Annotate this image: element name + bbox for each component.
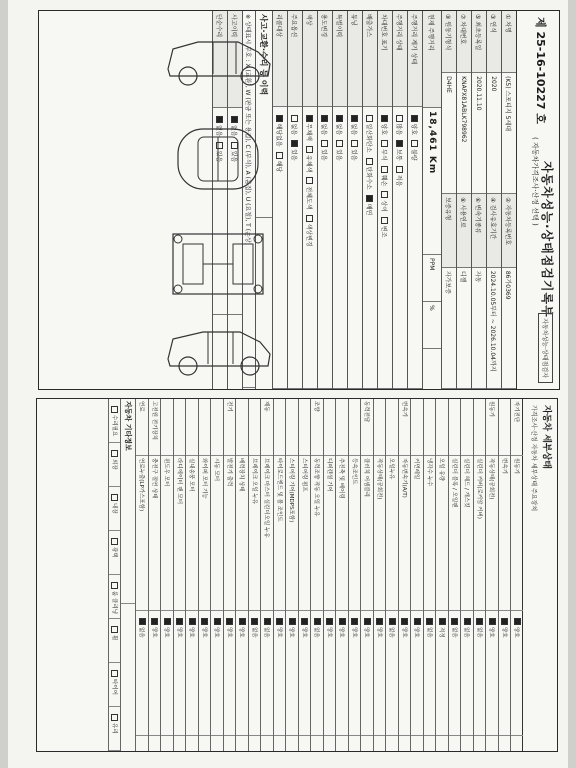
table-row: ⑤ 최초등록일 2020.11.10 ⑥ 변속기종류 자동 (471, 11, 486, 389)
checkbox[interactable] (292, 115, 299, 122)
table-row: 조향 동력조향 작동 오일 누유 없음 (311, 399, 324, 751)
table-row: 추진축 및 베어링 양호 (336, 399, 349, 751)
checkbox[interactable] (307, 115, 314, 122)
checkbox[interactable] (214, 618, 221, 625)
checkbox[interactable] (314, 618, 321, 625)
checkbox-label: 부식 (380, 149, 388, 161)
checkbox[interactable] (111, 714, 118, 721)
ppm-label: PPM (423, 255, 441, 302)
checkbox[interactable] (439, 618, 446, 625)
checkbox[interactable] (397, 166, 404, 173)
checkbox[interactable] (352, 115, 359, 122)
table-row: ⑨ 원동기형식 D4HE 보증유형 자가보증 (441, 11, 456, 389)
checkbox[interactable] (111, 670, 118, 677)
checkbox[interactable] (292, 140, 299, 147)
table-row: 실내송풍 모터 양호 (186, 399, 199, 751)
inspection-record-sheet (38, 10, 560, 390)
checkbox[interactable] (489, 618, 496, 625)
checkbox[interactable] (176, 618, 183, 625)
detail-sheet-header (522, 399, 557, 751)
checkbox[interactable] (367, 115, 374, 122)
table-row: 스티어링 펌프 양호 (298, 399, 311, 751)
checkbox[interactable] (364, 618, 371, 625)
checkbox[interactable] (382, 140, 389, 147)
checkbox-label: 일산화탄소 (365, 123, 373, 153)
checkbox[interactable] (389, 618, 396, 625)
status-row: 주행거리 상태 많음 보통 적음 (392, 11, 407, 389)
detail-status-sheet (36, 398, 558, 752)
checkbox[interactable] (476, 618, 483, 625)
checkbox[interactable] (307, 177, 314, 184)
status-row: 색상 무채색 유채색 전체도색 색상변경 (302, 11, 317, 389)
detail-sheet-title: 자동차 세부상태 (541, 405, 551, 469)
checkbox[interactable] (412, 140, 419, 147)
checkbox[interactable] (397, 115, 404, 122)
mileage-row (422, 11, 441, 389)
table-row: 냉각수 누수 없음 (423, 399, 436, 751)
checkbox[interactable] (239, 618, 246, 625)
checkbox[interactable] (451, 618, 458, 625)
checkbox-label: 색상변경 (305, 223, 313, 247)
checkbox-label: 매연 (365, 203, 373, 216)
checkbox[interactable] (382, 166, 389, 173)
status-row: 차대번호 표기 양호 부식 훼손 상이 변조 (377, 11, 392, 389)
sheet-subtitle: ( 자동차가격조사·산정 선택 ) (531, 137, 539, 226)
checkbox-label: 있음 (320, 149, 328, 161)
car-right-side-diagram (158, 314, 278, 384)
checkbox[interactable] (414, 618, 421, 625)
table-row: 연료 연료누출(LP가스포함) 없음 (136, 399, 149, 751)
checkbox-label: 훼손 (380, 174, 388, 187)
table-row: 동력전달 클러치 어셈블리 양호 (361, 399, 374, 751)
checkbox[interactable] (382, 191, 389, 198)
checkbox[interactable] (264, 618, 271, 625)
checkbox-label: 많음 (395, 123, 403, 136)
checkbox-label: 없음 (350, 123, 358, 136)
sheet-title: 자동차성능·상태점검기록부 (540, 161, 554, 318)
checkbox[interactable] (337, 140, 344, 147)
status-row: 특별이력 없음 있음 (332, 11, 347, 389)
checkbox[interactable] (111, 582, 118, 589)
checkbox-label: 유채색 (305, 154, 313, 173)
table-row: 디퍼렌셜 기어 양호 (323, 399, 336, 751)
checkbox[interactable] (397, 140, 404, 147)
checkbox[interactable] (139, 618, 146, 625)
checkbox[interactable] (326, 618, 333, 625)
checkbox[interactable] (352, 140, 359, 147)
checkbox[interactable] (401, 618, 408, 625)
checkbox-label: 있음 (335, 149, 343, 161)
checkbox[interactable] (226, 618, 233, 625)
checkbox[interactable] (464, 618, 471, 625)
table-row: 라디에이터 팬 모터 양호 (173, 399, 186, 751)
table-row: 오일 유량 적정 (436, 399, 449, 751)
accident-row: 단순수리 없음 있음 (212, 11, 227, 389)
detail-sheet-subtitle: 가격조사·산정 자동차 세부상태 주요장치 (530, 405, 537, 512)
checkbox[interactable] (164, 618, 171, 625)
checkbox[interactable] (189, 618, 196, 625)
checkbox-label: 없음 (290, 123, 298, 136)
checkbox[interactable] (307, 146, 314, 153)
checkbox-label: 무채색 (305, 123, 313, 141)
checkbox-label: 없음 (230, 125, 238, 137)
checkbox[interactable] (426, 618, 433, 625)
checkbox-label: 전체도색 (305, 186, 313, 210)
table-row: ① 차명 (K5) 스포티지 5세대 ② 자동차등록번호 86가0369 (501, 11, 516, 389)
checkbox[interactable] (367, 195, 374, 202)
accident-note: ※ 상태표시 부호 : X (교환), W (판금 또는 용접), C (부식), A (흠집), U (요철), T (손상) (242, 11, 255, 389)
checkbox[interactable] (501, 618, 508, 625)
table-row: 실린더 커버(로커암 커버) 없음 (473, 399, 486, 751)
accident-row: 사고이력 없음 있음 (227, 11, 242, 389)
checkbox[interactable] (307, 215, 314, 222)
checkbox-label: 있음 (290, 149, 298, 161)
car-top-diagram (158, 119, 278, 199)
table-row: 전기 발전기 출력 양호 (223, 399, 236, 751)
checkbox-label: 양호 (410, 123, 418, 136)
checkbox-label: 있음 (215, 150, 223, 163)
table-row: 실린더 블록 / 오일팬 없음 (448, 399, 461, 751)
vehicle-info-table (441, 11, 516, 389)
table-row: 오일누유 없음 (386, 399, 399, 751)
mileage-label: 현재 주행거리 (423, 11, 441, 108)
checkbox-label: 변조 (380, 225, 388, 238)
status-row: 배출가스 일산화탄소 탄화수소 매연 (362, 11, 377, 389)
mileage-value: 18,461 Km (423, 108, 441, 255)
car-underbody-diagram (158, 224, 278, 304)
inspector-stamp-box: 자동차성능·상태점검자 (538, 313, 553, 383)
checkbox-label: 해당없음 (275, 123, 283, 147)
checkbox-label: 불량 (410, 149, 418, 161)
checkbox[interactable] (251, 618, 258, 625)
sheet-header (516, 11, 559, 389)
table-row: 스티어링 기어(MDPS포함) 양호 (286, 399, 299, 751)
checkbox-label: 없음 (320, 123, 328, 136)
car-left-side-diagram (158, 24, 278, 94)
checkbox-label: 보통 (395, 149, 403, 161)
checkbox[interactable] (412, 115, 419, 122)
table-row: 자기진단 원동기 양호 (511, 399, 524, 751)
table-row: 고전원 전기장치 충전구 절연 상태 양호 (148, 399, 161, 751)
percent-label: % (423, 302, 441, 349)
table-row: 타이로드엔드 및 볼 조인트 양호 (273, 399, 286, 751)
checkbox-label: 양호 (380, 123, 388, 136)
checkbox[interactable] (111, 450, 118, 457)
checkbox[interactable] (301, 618, 308, 625)
table-row: 커먼레일 양호 (411, 399, 424, 751)
checkbox[interactable] (111, 494, 118, 501)
checkbox[interactable] (322, 115, 329, 122)
other-info-header: 자동차 기타정보 (121, 399, 136, 751)
status-row: 용도변경 없음 있음 (317, 11, 332, 389)
table-row: 등속조인트 양호 (348, 399, 361, 751)
checkbox[interactable] (111, 406, 118, 413)
checkbox[interactable] (382, 217, 389, 224)
checkbox[interactable] (276, 618, 283, 625)
table-row: 작동상태(공회전) 양호 (373, 399, 386, 751)
table-row: 와이퍼 모터 기능 양호 (198, 399, 211, 751)
checkbox-label: 있음 (350, 149, 358, 161)
checkbox-label: 있음 (230, 150, 238, 163)
checkbox-label: 탄화수소 (365, 166, 373, 190)
checkbox-label: 없음 (215, 125, 223, 137)
table-row: 실린더 헤드 / 개스킷 없음 (461, 399, 474, 751)
accident-label: 사고·교환·수리 등 이력 (256, 11, 272, 218)
car-diagrams (158, 14, 278, 394)
checkbox[interactable] (201, 618, 208, 625)
checkbox[interactable] (151, 618, 158, 625)
checkbox-label: 적음 (395, 174, 403, 187)
table-row: ③ 연식 2020 ④ 검사유효기간 2024.10.05부터 ~ 2026.10.04까지 (486, 11, 501, 389)
table-row: 시동 모터 양호 (211, 399, 224, 751)
table-row: 브레이크 오일 누유 없음 (248, 399, 261, 751)
table-row: 제동 브레이크 마스터 실린더오일 누유 없음 (261, 399, 274, 751)
checkbox[interactable] (111, 626, 118, 633)
checkbox[interactable] (351, 618, 358, 625)
table-row: 윈도우 모터 양호 (161, 399, 174, 751)
table-row: 변속기 자동변속기(A/T) 양호 (398, 399, 411, 751)
table-row: ⑦ 차대번호 KNAPX81ABLK798962 ⑧ 사용연료 디젤 (456, 11, 471, 389)
detail-status-table (37, 399, 523, 751)
status-row: 튜닝 없음 있음 (347, 11, 362, 389)
checkbox[interactable] (111, 538, 118, 545)
checkbox-label: 상이 (380, 200, 388, 212)
checkbox[interactable] (289, 618, 296, 625)
checkbox[interactable] (339, 618, 346, 625)
checkbox[interactable] (376, 618, 383, 625)
table-row: 배력장치 상태 양호 (236, 399, 249, 751)
checkbox[interactable] (367, 158, 374, 165)
other-info-row: 수리필요 외장 내장 광택 룸 클리닝 휠 타이어 유리 (108, 399, 121, 751)
checkbox[interactable] (337, 115, 344, 122)
checkbox[interactable] (382, 115, 389, 122)
table-row: 원동기 작동상태(공회전) 양호 (486, 399, 499, 751)
scanned-page (8, 0, 568, 768)
status-table (272, 11, 422, 389)
status-row: 주요옵션 없음 있음 (287, 11, 302, 389)
status-row: 주행거리 계기 상태 양호 불량 (407, 11, 422, 389)
table-row: 변속기 양호 (498, 399, 511, 751)
checkbox-label: 해당 (275, 160, 283, 173)
form-number: 제 25-16-10227 호 (534, 17, 547, 124)
checkbox-label: 없음 (335, 123, 343, 136)
checkbox[interactable] (322, 140, 329, 147)
status-row: 리콜대상 해당없음 해당 (272, 11, 287, 389)
checkbox[interactable] (514, 618, 521, 625)
